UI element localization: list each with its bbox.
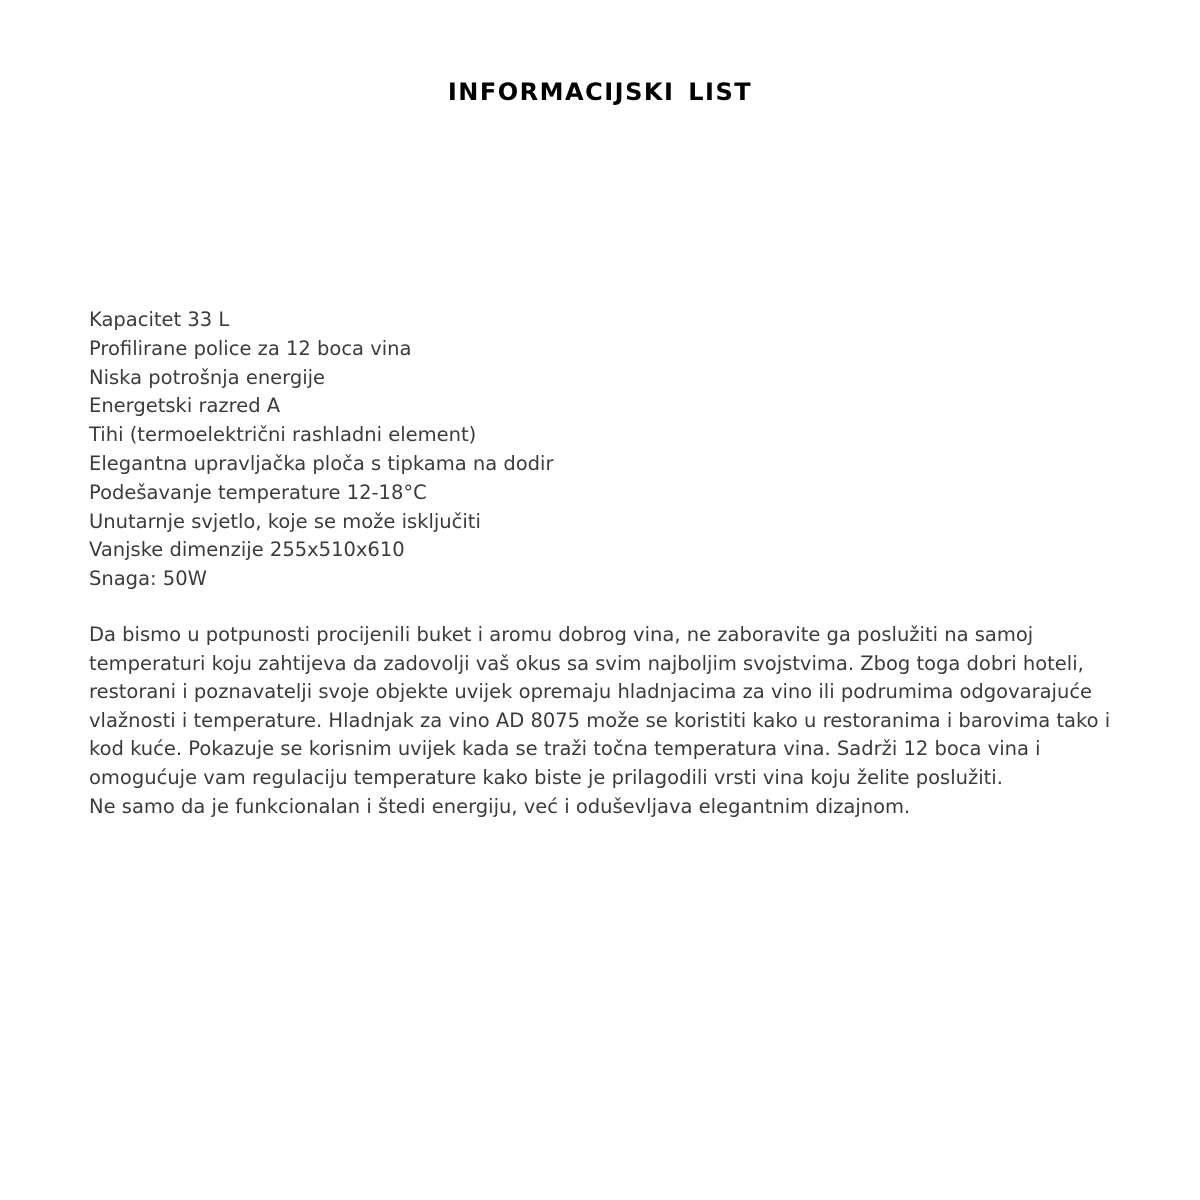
description-line: Ne samo da je funkcionalan i štedi energiju, već i oduševljava elegantnim dizajnom. (89, 794, 911, 818)
page-title: INFORMACIJSKI LIST (447, 78, 753, 106)
feature-item: Vanjske dimenzije 255x510x610 (89, 538, 405, 562)
description-line: temperaturi koju zahtijeva da zadovolji vaš okus sa svim najboljim svojstvima. Zbog toga dobri hoteli, (89, 651, 1084, 675)
feature-item: Elegantna upravljačka ploča s tipkama na dodir (89, 451, 554, 475)
feature-item: Energetski razred A (89, 394, 281, 418)
description-line: kod kuće. Pokazuje se korisnim uvijek kada se traži točna temperatura vina. Sadrži 12 boca vina i (89, 737, 1041, 761)
feature-list (89, 306, 554, 594)
feature-item: Profilirane police za 12 boca vina (89, 336, 412, 360)
description-line: omogućuje vam regulaciju temperature kako biste je prilagodili vrsti vina koju želite poslužiti. (89, 765, 1003, 789)
feature-item: Podešavanje temperature 12-18°C (89, 480, 427, 504)
description-line: restorani i poznavatelji svoje objekte uvijek opremaju hladnjacima za vino ili podrumima odgovarajuće (89, 680, 1093, 704)
description-paragraph (89, 621, 1139, 821)
feature-item: Unutarnje svjetlo, koje se može isključiti (89, 509, 481, 533)
feature-item: Tihi (termoelektrični rashladni element) (89, 423, 477, 447)
description-line: Da bismo u potpunosti procijenili buket i aromu dobrog vina, ne zaboravite ga poslužiti na samoj (89, 623, 1034, 646)
feature-item: Snaga: 50W (89, 567, 207, 591)
feature-item: Kapacitet 33 L (89, 308, 230, 331)
description-line: vlažnosti i temperature. Hladnjak za vino AD 8075 može se koristiti kako u restoranima i barovima tako i (89, 708, 1111, 732)
feature-item: Niska potrošnja energije (89, 365, 326, 389)
